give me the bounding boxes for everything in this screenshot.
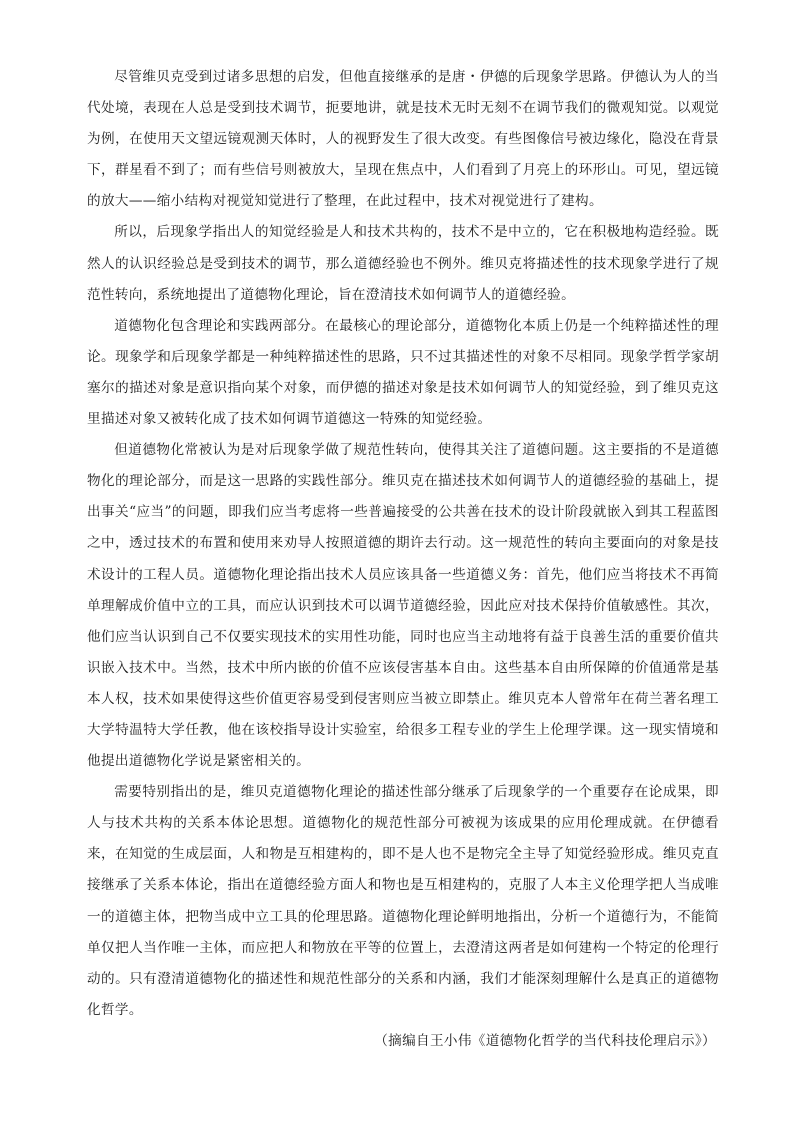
paragraph-4: 但道德物化常被认为是对后现象学做了规范性转向，使得其关注了道德问题。这主要指的不是道德物化的理论部分，而是这一思路的实践性部分。维贝克在描述技术如何调节人的道德经验的基础上，提出事关“应当”的问题，即我们应当考虑将一些普遍接受的公共善在技术的设计阶段就嵌入到其工程蓝图之中，透过技术的布置和使用来劝导人按照道德的期许去行动。这一规范性的转向主要面向的对象是技术设计的工程人员。道德物化理论指出技术人员应该具备一些道德义务：首先，他们应当将技术不再简单理解成价值中立的工具，而应认识到技术可以调节道德经验，因此应对技术保持价值敏感性。其次，他们应当认识到自己不仅要实现技术的实用性功能，同时也应当主动地将有益于良善生活的重要价值共识嵌入技术中。当然，技术中所内嵌的价值不应该侵害基本自由。这些基本自由所保障的价值通常是基本人权，技术如果使得这些价值更容易受到侵害则应当被立即禁止。维贝克本人曾常年在荷兰著名理工大学特温特大学任教，他在该校指导设计实验室，给很多工程专业的学生上伦理学课。这一现实情境和他提出道德物化学说是紧密相关的。 <box>87 442 719 770</box>
article-body <box>87 62 719 1057</box>
paragraph-1: 尽管维贝克受到过诸多思想的启发，但他直接继承的是唐・伊德的后现象学思路。伊德认为人的当代处境，表现在人总是受到技术调节，扼要地讲，就是技术无时无刻不在调节我们的微观知觉。以观觉为例，在使用天文望远镜观测天体时，人的视野发生了很大改变。有些图像信号被边缘化，隐没在背景下，群星看不到了；而有些信号则被放大，呈现在焦点中，人们看到了月亮上的环形山。可见，望远镜的放大——缩小结构对视觉知觉进行了整理，在此过程中，技术对视觉进行了建构。 <box>87 69 719 210</box>
paragraph-2: 所以，后现象学指出人的知觉经验是人和技术共构的，技术不是中立的，它在积极地构造经验。既然人的认识经验总是受到技术的调节，那么道德经验也不例外。维贝克将描述性的技术现象学进行了规范性转向，系统地提出了道德物化理论，旨在澄清技术如何调节人的道德经验。 <box>87 224 719 303</box>
paragraph-5: 需要特别指出的是，维贝克道德物化理论的描述性部分继承了后现象学的一个重要存在论成果，即人与技术共构的关系本体论思想。道德物化的规范性部分可被视为该成果的应用伦理成就。在伊德看来，在知觉的生成层面，人和物是互相建构的，即不是人也不是物完全主导了知觉经验形成。维贝克直接继承了关系本体论，指出在道德经验方面人和物也是互相建构的，克服了人本主义伦理学把人当成唯一的道德主体，把物当成中立工具的伦理思路。道德物化理论鲜明地指出，分析一个道德行为，不能简单仅把人当作唯一主体，而应把人和物放在平等的位置上，去澄清这两者是如何建构一个特定的伦理行动的。只有澄清道德物化的描述性和规范性部分的关系和内涵，我们才能深刻理解什么是真正的道德物化哲学。 <box>87 784 719 1018</box>
paragraph-3: 道德物化包含理论和实践两部分。在最核心的理论部分，道德物化本质上仍是一个纯粹描述性的理论。现象学和后现象学都是一种纯粹描述性的思路，只不过其描述性的对象不尽相同。现象学哲学家胡塞尔的描述对象是意识指向某个对象，而伊德的描述对象是技术如何调节人的知觉经验，到了维贝克这里描述对象又被转化成了技术如何调节道德这一特殊的知觉经验。 <box>87 317 719 428</box>
source-citation: （摘编自王小伟《道德物化哲学的当代科技伦理启示》） <box>374 1032 716 1049</box>
